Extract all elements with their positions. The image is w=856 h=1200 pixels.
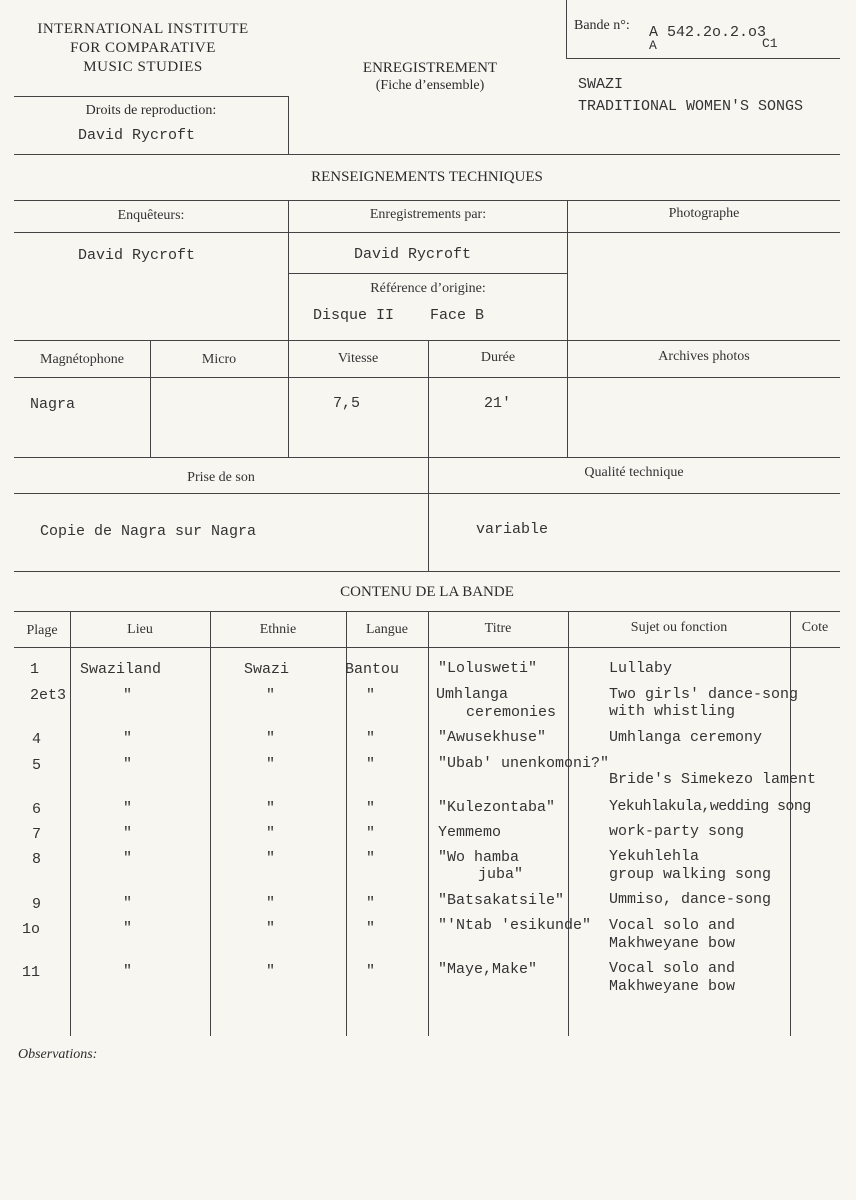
enregistrements-label: Enregistrements par: — [369, 207, 487, 222]
form-title: ENREGISTREMENT — [362, 60, 498, 76]
lieu-cell: " — [123, 920, 133, 937]
plage-cell: 1 — [30, 661, 40, 678]
lieu-cell: " — [123, 730, 133, 747]
col-titre: Titre — [484, 621, 512, 636]
prise-de-son-label: Prise de son — [187, 470, 255, 485]
lieu-cell: " — [123, 687, 133, 704]
sujet-cell: Vocal solo and — [609, 960, 736, 977]
langue-cell: " — [366, 687, 376, 704]
titre-cell: Yemmemo — [438, 824, 502, 841]
ethnie-cell: " — [266, 895, 276, 912]
lieu-cell: Swaziland — [80, 661, 162, 678]
langue-cell: " — [366, 895, 376, 912]
enqueteurs-value: David Rycroft — [78, 247, 196, 264]
sujet-cell: Yekuhlakula,wedding song — [609, 798, 811, 815]
titre-cell: "Batsakatsile" — [438, 892, 565, 909]
observations-label: Observations: — [18, 1047, 98, 1062]
subject-line-1: SWAZI — [578, 76, 624, 93]
titre-cell: "Awusekhuse" — [438, 729, 547, 746]
sujet-cell-2: Bride's Simekezo lament — [609, 771, 817, 788]
titre-cell: "Ubab' unenkomoni?" — [438, 755, 610, 772]
institute-line-1: INTERNATIONAL INSTITUTE — [37, 21, 249, 37]
droits-label: Droits de reproduction: — [85, 103, 217, 118]
plage-cell: 6 — [32, 801, 42, 818]
plage-cell: 1o — [22, 921, 41, 938]
ethnie-cell: " — [266, 756, 276, 773]
duree-label: Durée — [480, 350, 516, 365]
sujet-cell-2: group walking song — [609, 866, 772, 883]
sujet-cell-2: Makhweyane bow — [609, 978, 736, 995]
col-sujet: Sujet ou fonction — [630, 620, 728, 635]
ethnie-cell: " — [266, 687, 276, 704]
langue-cell: " — [366, 756, 376, 773]
plage-cell: 4 — [32, 731, 42, 748]
lieu-cell: " — [123, 800, 133, 817]
langue-cell: " — [366, 920, 376, 937]
plage-cell: 8 — [32, 851, 42, 868]
plage-cell: 2et3 — [30, 687, 67, 704]
col-cote: Cote — [801, 620, 829, 635]
bande-number: A 542.2o.2.o3 — [649, 24, 767, 41]
sujet-cell: work-party song — [609, 823, 745, 840]
sujet-cell: Umhlanga ceremony — [609, 729, 763, 746]
qualite-label: Qualité technique — [584, 465, 684, 480]
enregistrements-value: David Rycroft — [354, 246, 472, 263]
institute-line-2: FOR COMPARATIVE — [70, 40, 216, 56]
magnetophone-label: Magnétophone — [40, 352, 124, 367]
droits-value: David Rycroft — [78, 127, 196, 144]
titre-cell: "Lolusweti" — [438, 660, 538, 677]
lieu-cell: " — [123, 850, 133, 867]
plage-cell: 7 — [32, 826, 42, 843]
lieu-cell: " — [123, 895, 133, 912]
contents-section-title: CONTENU DE LA BANDE — [340, 584, 514, 600]
qualite-value: variable — [476, 521, 549, 538]
subject-line-2: TRADITIONAL WOMEN'S SONGS — [578, 98, 804, 115]
col-plage: Plage — [26, 623, 58, 638]
ethnie-cell: " — [266, 920, 276, 937]
titre-cell-2: juba" — [478, 866, 524, 883]
sujet-cell: Vocal solo and — [609, 917, 736, 934]
lieu-cell: " — [123, 963, 133, 980]
langue-cell: " — [366, 963, 376, 980]
lieu-cell: " — [123, 756, 133, 773]
vitesse-label: Vitesse — [337, 351, 379, 366]
duree-value: 21' — [484, 395, 512, 412]
reference-label: Référence d’origine: — [370, 281, 486, 296]
ethnie-cell: " — [266, 825, 276, 842]
prise-de-son-value: Copie de Nagra sur Nagra — [40, 523, 257, 540]
ethnie-cell: " — [266, 730, 276, 747]
ethnie-cell: Swazi — [244, 661, 290, 678]
titre-cell: "Wo hamba — [438, 849, 520, 866]
enqueteurs-label: Enquêteurs: — [117, 208, 185, 223]
ethnie-cell: " — [266, 800, 276, 817]
technical-section-title: RENSEIGNEMENTS TECHNIQUES — [311, 169, 543, 185]
lieu-cell: " — [123, 825, 133, 842]
langue-cell: Bantou — [345, 661, 400, 678]
sujet-cell: Lullaby — [609, 660, 673, 677]
langue-cell: " — [366, 825, 376, 842]
institute-line-3: MUSIC STUDIES — [83, 59, 203, 75]
sujet-cell: Yekuhlehla — [609, 848, 700, 865]
institute-name — [8, 20, 278, 77]
bande-sub-a: A — [649, 38, 657, 53]
plage-cell: 5 — [32, 757, 42, 774]
titre-cell: "Maye,Make" — [438, 961, 538, 978]
sujet-cell: Ummiso, dance-song — [609, 891, 772, 908]
reference-value: Disque II Face B — [313, 307, 485, 324]
magnetophone-value: Nagra — [30, 396, 76, 413]
sujet-cell-2: with whistling — [609, 703, 736, 720]
langue-cell: " — [366, 800, 376, 817]
langue-cell: " — [366, 730, 376, 747]
bande-sub-c: C1 — [762, 36, 778, 51]
form-subtitle: (Fiche d’ensemble) — [375, 78, 485, 93]
col-lieu: Lieu — [127, 622, 153, 637]
col-ethnie: Ethnie — [259, 622, 297, 637]
archives-label: Archives photos — [658, 349, 750, 364]
bande-label: Bande n°: — [574, 18, 630, 33]
titre-cell-2: ceremonies — [466, 704, 557, 721]
ethnie-cell: " — [266, 963, 276, 980]
plage-cell: 11 — [22, 964, 41, 981]
col-langue: Langue — [366, 622, 408, 637]
titre-cell: "'Ntab 'esikunde" — [438, 917, 592, 934]
titre-cell: Umhlanga — [436, 686, 509, 703]
titre-cell: "Kulezontaba" — [438, 799, 556, 816]
plage-cell: 9 — [32, 896, 42, 913]
langue-cell: " — [366, 850, 376, 867]
photographe-label: Photographe — [668, 206, 740, 221]
ethnie-cell: " — [266, 850, 276, 867]
vitesse-value: 7,5 — [333, 395, 361, 412]
sujet-cell: Two girls' dance-song — [609, 686, 799, 703]
micro-label: Micro — [201, 352, 237, 367]
sujet-cell-2: Makhweyane bow — [609, 935, 736, 952]
